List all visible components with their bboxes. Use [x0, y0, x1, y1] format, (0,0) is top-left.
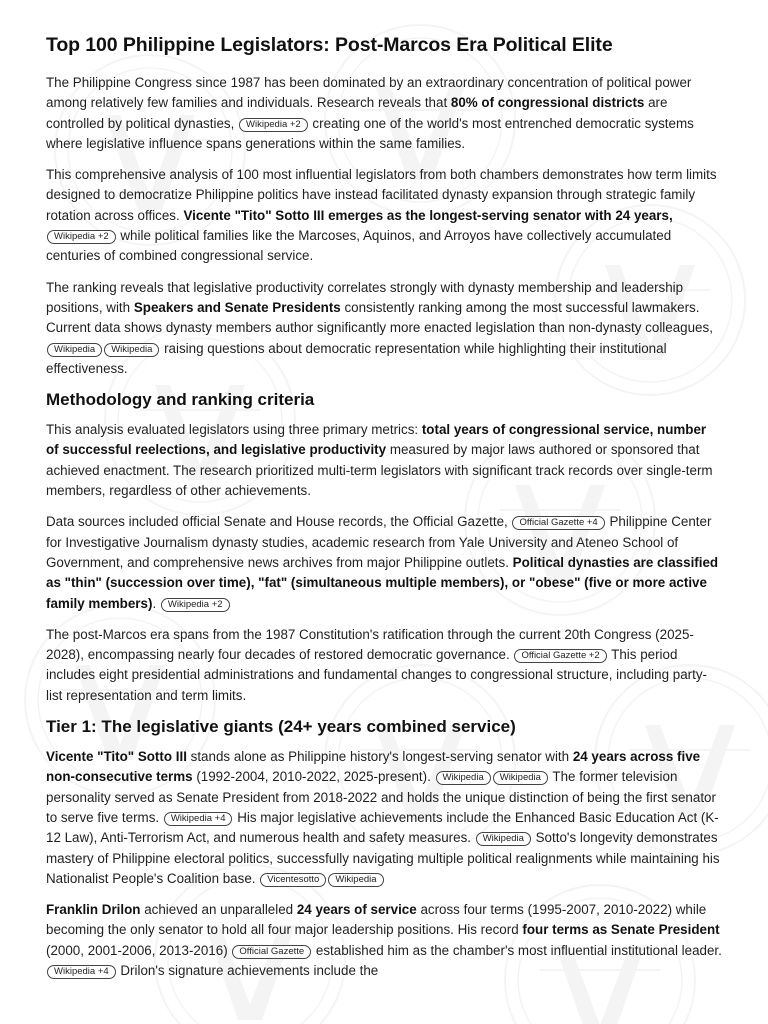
text: The former television personality served as Senate President from 2018-2022 and holds the unique distinction of being the first senator to serve five terms.	[46, 769, 716, 825]
methodology-paragraph-2	[46, 512, 722, 613]
text: This period includes eight presidential administrations and fundamental changes to congressional structure, including party-list representation and term limits.	[46, 647, 707, 703]
bold-text: 24 years of service	[296, 902, 417, 918]
bold-text: four terms as Senate President	[522, 922, 720, 938]
text: across four terms (1995-2007, 2010-2022) while becoming the only senator to hold all four major leadership positions. His record	[46, 902, 707, 938]
citation-badge[interactable]: Official Gazette +4	[512, 516, 604, 530]
text: The ranking reveals that legislative productivity correlates strongly with dynasty membership and leadership positions, with	[46, 279, 684, 315]
citation-badge[interactable]: Wikipedia +2	[47, 230, 116, 244]
bold-text: Vicente "Tito" Sotto III emerges as the longest-serving senator with 24 years,	[183, 207, 673, 223]
text: Data sources included official Senate and House records, the Official Gazette,	[46, 514, 512, 530]
bold-text: total years of congressional service, number of successful reelections, and legislative productivity	[46, 422, 707, 458]
text: This comprehensive analysis of 100 most influential legislators from both chambers demonstrates how term limits designed to democratize Philippine politics have instead facilitated dynasty expansion through strategic family rotation across offices.	[46, 167, 717, 223]
bold-text: 80% of congressional districts	[450, 95, 645, 111]
text: Drilon's signature achievements include the	[116, 962, 379, 978]
text: stands alone as Philippine history's longest-serving senator with	[186, 749, 573, 765]
text: The post-Marcos era spans from the 1987 Constitution's ratification through the current 20th Congress (2025-2028), encompassing nearly four decades of restored democratic governance.	[46, 626, 694, 663]
bold-text: Vicente "Tito" Sotto III	[46, 749, 187, 765]
section-heading-tier1: Tier 1: The legislative giants (24+ years combined service)	[46, 717, 516, 737]
text: measured by major laws authored or sponsored that achieved enactment. The research prioritized multi-term legislators with significant track records over single-term members, regardless of other achievements.	[46, 442, 713, 499]
text: Sotto's longevity demonstrates mastery of Philippine electoral politics, successfully navigating multiple political realignments while maintaining his Nationalist People's Coalition base.	[46, 830, 720, 886]
citation-badge[interactable]: Wikipedia +4	[164, 812, 233, 826]
methodology-paragraph-3	[46, 625, 722, 706]
text: established him as the chamber's most influential institutional leader.	[312, 942, 722, 958]
text: .	[152, 595, 160, 611]
text: raising questions about democratic representation while highlighting their institutional effectiveness.	[46, 340, 667, 376]
text: Philippine Center for Investigative Journalism dynasty studies, academic research from Yale University and Ateneo School of Government, and comprehensive news archives from major Philippine outlets.	[46, 514, 712, 570]
text: The Philippine Congress since 1987 has been dominated by an extraordinary concentration of political power among relatively few families and individuals. Research reveals that	[46, 75, 692, 111]
intro-paragraph-1	[46, 73, 722, 154]
text: achieved an unparalleled	[140, 902, 297, 918]
intro-paragraph-3	[46, 278, 722, 379]
citation-badge[interactable]: Wikipedia	[476, 832, 531, 846]
citation-badge[interactable]: Wikipedia +2	[161, 598, 230, 612]
citation-badge[interactable]: Wikipedia +2	[239, 118, 308, 132]
citation-badge[interactable]: Wikipedia +4	[47, 965, 116, 979]
text: while political families like the Marcoses, Aquinos, and Arroyos have collectively accumulated centuries of combined congressional service.	[46, 228, 672, 264]
text: are controlled by political dynasties,	[46, 95, 668, 131]
page-title: Top 100 Philippine Legislators: Post-Marcos Era Political Elite	[46, 34, 613, 56]
citation-badge[interactable]: Wikipedia	[328, 873, 383, 887]
text: This analysis evaluated legislators using three primary metrics:	[46, 422, 422, 438]
bold-text: Political dynasties are classified as "thin" (succession over time), "fat" (simultaneous multiple members), or "obese" (five or more active family members)	[46, 554, 719, 611]
citation-badge[interactable]: Official Gazette	[232, 945, 311, 959]
methodology-paragraph-1	[46, 420, 722, 501]
citation-badge[interactable]: Wikipedia	[104, 343, 159, 357]
section-heading-methodology: Methodology and ranking criteria	[46, 390, 315, 410]
citation-badge[interactable]: Wikipedia	[493, 771, 548, 785]
text: creating one of the world's most entrenched democratic systems where legislative influence spans generations within the same families.	[46, 115, 694, 151]
citation-badge[interactable]: Wikipedia	[47, 343, 102, 357]
bold-text: Franklin Drilon	[46, 902, 141, 918]
text: His major legislative achievements include the Enhanced Basic Education Act (K-12 Law), Anti-Terrorism Act, and numerous health and safety measures.	[46, 809, 719, 846]
text: consistently ranking among the most successful lawmakers. Current data shows dynasty members author significantly more enacted legislation than non-dynasty colleagues,	[46, 299, 713, 336]
citation-badge[interactable]: Vicentesotto	[260, 873, 326, 887]
text: (2000, 2001-2006, 2013-2016)	[46, 942, 232, 958]
citation-badge[interactable]: Wikipedia	[436, 771, 491, 785]
text: (1992-2004, 2010-2022, 2025-present).	[192, 769, 435, 785]
citation-badge[interactable]: Official Gazette +2	[514, 649, 606, 663]
bold-text: 24 years across five non-consecutive terms	[46, 749, 701, 785]
tier1-paragraph-drilon	[46, 900, 722, 981]
tier1-paragraph-sotto	[46, 747, 722, 889]
bold-text: Speakers and Senate Presidents	[133, 299, 341, 315]
intro-paragraph-2	[46, 165, 722, 266]
